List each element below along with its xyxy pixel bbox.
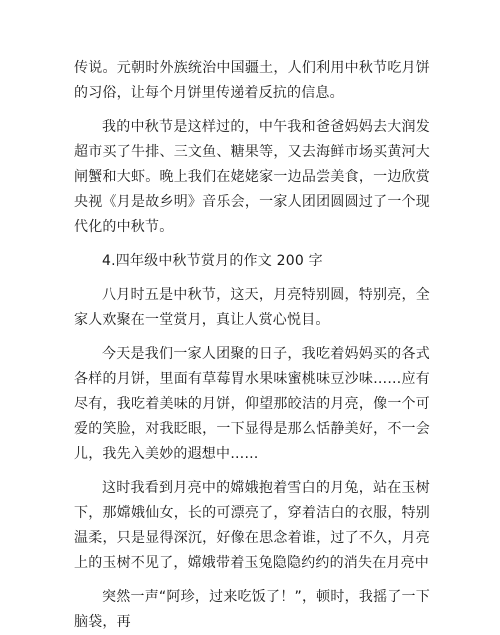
- paragraph-dinner-call: 突然一声“阿珍，过来吃饭了！”，顿时，我摇了一下脑袋，再: [74, 589, 430, 630]
- paragraph-moon-viewing: 八月时五是中秋节，这天，月亮特别圆，特别亮，全家人欢聚在一堂赏月，真让人赏心悦目。: [74, 287, 430, 328]
- section-heading-4: 4.四年级中秋节赏月的作文 200 字: [102, 253, 323, 269]
- paragraph-change-imagination: 这时我看到月亮中的嫦娥抱着雪白的月兔，站在玉树下，那嫦娥仙女，长的可漂亮了，穿着洁白的衣服，特别温柔，只是显得深沉，好像在思念着谁，过了不久，月亮上的玉树不见了，嫦娥带着玉兔隐隐约约的消失在月亮中: [74, 480, 430, 571]
- paragraph-legend-intro: 传说。元朝时外族统治中国疆土，人们利用中秋节吃月饼的习俗，让每个月饼里传递着反抗的信息。: [74, 60, 430, 101]
- paragraph-my-mid-autumn: 我的中秋节是这样过的，中午我和爸爸妈妈去大润发超市买了牛排、三文鱼、糖果等，又去海鲜市场买黄河大闸蟹和大虾。晚上我们在姥姥家一边品尝美食，一边欣赏央视《月是故乡明》音乐会，一家人团团圆圆过了一个现代化的中秋节。: [74, 119, 430, 235]
- paragraph-family-reunion: 今天是我们一家人团聚的日子，我吃着妈妈买的各式各样的月饼，里面有草莓胃水果味蜜桃味豆沙味……应有尽有，我吃着美味的月饼，仰望那皎洁的月亮，像一个可爱的笑脸，对我眨眼，一下显得是那么恬静美好，不一会儿，我先入美妙的遐想中……: [74, 346, 430, 462]
